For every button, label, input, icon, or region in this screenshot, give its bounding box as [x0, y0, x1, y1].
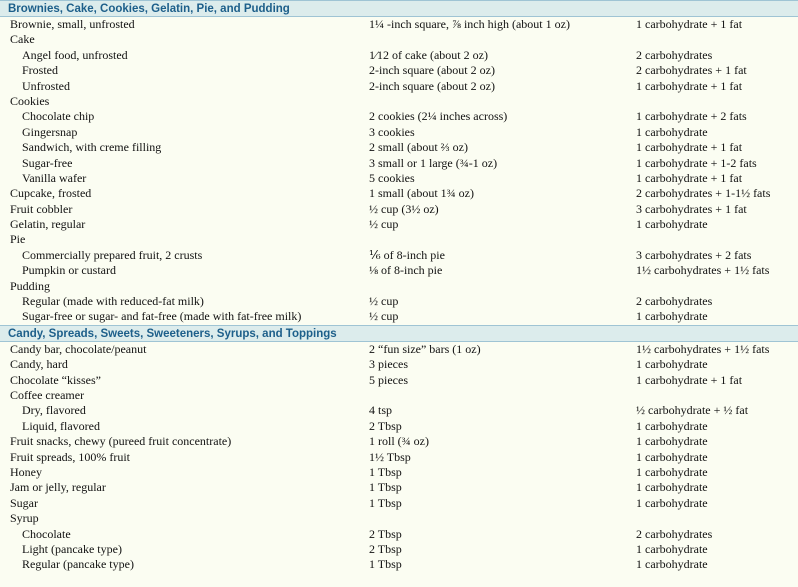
- food-name: Sandwich, with creme filling: [22, 140, 162, 155]
- exchange-value: 1 carbohydrate + 1 fat: [636, 170, 743, 185]
- serving-size: 5 pieces: [369, 372, 408, 387]
- table-row: [0, 434, 798, 449]
- exchange-value: ½ carbohydrate + ½ fat: [636, 403, 749, 418]
- food-name: Coffee creamer: [10, 387, 85, 402]
- food-name: Vanilla wafer: [22, 170, 87, 185]
- serving-size: ½ cup: [369, 217, 399, 232]
- food-name: Light (pancake type): [22, 541, 122, 556]
- food-name: Cookies: [10, 93, 50, 108]
- exchange-value: 1 carbohydrate: [636, 357, 708, 372]
- table-row: [0, 419, 798, 434]
- food-name: Regular (pancake type): [22, 557, 134, 572]
- table-row: [0, 63, 798, 78]
- food-name: Pudding: [10, 278, 51, 293]
- food-name: Fruit spreads, 100% fruit: [10, 449, 130, 464]
- serving-size: ⅙ of 8-inch pie: [369, 247, 445, 262]
- serving-size: ½ cup: [369, 309, 399, 324]
- exchange-value: 1 carbohydrate + 1 fat: [636, 372, 743, 387]
- serving-size: ½ cup: [369, 294, 399, 309]
- exchange-value: 1 carbohydrate: [636, 449, 708, 464]
- serving-size: 3 small or 1 large (¾-1 oz): [369, 155, 498, 170]
- food-name: Brownie, small, unfrosted: [10, 17, 135, 31]
- table-row: [0, 202, 798, 217]
- exchange-value: 1 carbohydrate: [636, 124, 708, 139]
- table-row: [0, 557, 798, 572]
- exchange-value: 1 carbohydrate: [636, 480, 708, 495]
- table-row: [0, 294, 798, 309]
- table-row: [0, 450, 798, 465]
- serving-size: 2 cookies (2¼ inches across): [369, 109, 508, 124]
- food-name: Dry, flavored: [22, 403, 86, 418]
- food-name: Frosted: [22, 63, 58, 78]
- food-name: Pumpkin or custard: [22, 263, 116, 278]
- food-name: Gelatin, regular: [10, 217, 86, 232]
- exchange-value: 1 carbohydrate: [636, 557, 708, 572]
- table-row: [0, 248, 798, 263]
- food-name: Sugar: [10, 495, 38, 510]
- table-row: [0, 496, 798, 511]
- table-row: [0, 140, 798, 155]
- table-row: [0, 48, 798, 63]
- exchange-value: 2 carbohydrates: [636, 47, 713, 62]
- food-name: Chocolate: [22, 526, 71, 541]
- table-row: [0, 373, 798, 388]
- exchange-value: 1½ carbohydrates + 1½ fats: [636, 263, 770, 278]
- food-name: Jam or jelly, regular: [10, 480, 106, 495]
- food-name: Pie: [10, 232, 26, 247]
- serving-size: 1 roll (¾ oz): [369, 434, 429, 449]
- serving-size: 2 Tbsp: [369, 541, 402, 556]
- exchange-value: 1 carbohydrate: [636, 309, 708, 324]
- food-name: Cupcake, frosted: [10, 186, 92, 201]
- food-name: Sugar-free or sugar- and fat-free (made with fat-free milk): [22, 309, 302, 324]
- table-row: [0, 263, 798, 278]
- serving-size: 2 small (about ⅔ oz): [369, 140, 468, 155]
- serving-size: 5 cookies: [369, 170, 415, 185]
- food-name: Angel food, unfrosted: [22, 47, 128, 62]
- table-row: [0, 527, 798, 542]
- exchange-value: 1 carbohydrate + 1-2 fats: [636, 155, 757, 170]
- exchange-value: 1 carbohydrate: [636, 217, 708, 232]
- exchange-value: 1 carbohydrate: [636, 418, 708, 433]
- serving-size: 1 Tbsp: [369, 557, 402, 572]
- food-name: Candy, hard: [10, 357, 68, 372]
- table-row: [0, 156, 798, 171]
- section-header: Candy, Spreads, Sweets, Sweeteners, Syrups, and Toppings: [0, 325, 798, 342]
- exchange-value: 2 carbohydrates: [636, 294, 713, 309]
- serving-size: 2-inch square (about 2 oz): [369, 63, 495, 78]
- serving-size: 1 Tbsp: [369, 495, 402, 510]
- exchange-value: 2 carbohydrates + 1 fat: [636, 63, 747, 78]
- table-row: [0, 511, 798, 526]
- table-row: [0, 342, 798, 357]
- food-name: Sugar-free: [22, 155, 73, 170]
- serving-size: 2 Tbsp: [369, 526, 402, 541]
- serving-size: 3 pieces: [369, 357, 408, 372]
- table-row: [0, 217, 798, 232]
- table-row: [0, 465, 798, 480]
- table-row: [0, 171, 798, 186]
- exchange-value: 2 carbohydrates + 1-1½ fats: [636, 186, 771, 201]
- exchange-value: 1 carbohydrate: [636, 464, 708, 479]
- exchange-value: 1½ carbohydrates + 1½ fats: [636, 341, 770, 356]
- table-row: [0, 388, 798, 403]
- serving-size: 3 cookies: [369, 124, 415, 139]
- food-name: Fruit snacks, chewy (pureed fruit concentrate): [10, 434, 232, 449]
- food-name: Chocolate chip: [22, 109, 95, 124]
- table-row: [0, 17, 798, 32]
- food-name: Unfrosted: [22, 78, 70, 93]
- table-row: [0, 357, 798, 372]
- table-row: [0, 109, 798, 124]
- section-header: Brownies, Cake, Cookies, Gelatin, Pie, and Pudding: [0, 0, 798, 17]
- food-name: Honey: [10, 464, 42, 479]
- food-name: Candy bar, chocolate/peanut: [10, 341, 147, 356]
- serving-size: 1½ Tbsp: [369, 449, 411, 464]
- serving-size: ½ cup (3½ oz): [369, 201, 439, 216]
- food-name: Fruit cobbler: [10, 201, 73, 216]
- serving-size: 1 small (about 1¾ oz): [369, 186, 474, 201]
- table-row: [0, 542, 798, 557]
- exchange-value: 1 carbohydrate: [636, 495, 708, 510]
- exchange-value: 3 carbohydrates + 1 fat: [636, 201, 747, 216]
- exchange-value: 1 carbohydrate + 1 fat: [636, 140, 743, 155]
- food-name: Chocolate “kisses”: [10, 372, 101, 387]
- table-row: [0, 186, 798, 201]
- exchange-value: 1 carbohydrate: [636, 434, 708, 449]
- exchange-value: 1 carbohydrate + 1 fat: [636, 17, 743, 31]
- table-row: [0, 480, 798, 495]
- exchange-value: 1 carbohydrate: [636, 541, 708, 556]
- serving-size: 1 Tbsp: [369, 464, 402, 479]
- table-row: [0, 94, 798, 109]
- table-row: [0, 232, 798, 247]
- exchange-value: 1 carbohydrate + 1 fat: [636, 78, 743, 93]
- exchange-value: 1 carbohydrate + 2 fats: [636, 109, 747, 124]
- serving-size: ⅛ of 8-inch pie: [369, 263, 443, 278]
- serving-size: 1⁄12 of cake (about 2 oz): [369, 47, 488, 62]
- food-name: Gingersnap: [22, 124, 78, 139]
- table-row: [0, 79, 798, 94]
- serving-size: 2 “fun size” bars (1 oz): [369, 341, 481, 356]
- exchange-value: 3 carbohydrates + 2 fats: [636, 247, 752, 262]
- food-name: Syrup: [10, 511, 39, 526]
- table-row: [0, 403, 798, 418]
- table-row: [0, 279, 798, 294]
- serving-size: 4 tsp: [369, 403, 393, 418]
- serving-size: 1 Tbsp: [369, 480, 402, 495]
- food-name: Commercially prepared fruit, 2 crusts: [22, 247, 203, 262]
- exchange-value: 2 carbohydrates: [636, 526, 713, 541]
- food-name: Regular (made with reduced-fat milk): [22, 294, 204, 309]
- serving-size: 1¼ -inch square, ⅞ inch high (about 1 oz): [369, 17, 570, 31]
- serving-size: 2-inch square (about 2 oz): [369, 78, 495, 93]
- serving-size: 2 Tbsp: [369, 418, 402, 433]
- table-row: [0, 32, 798, 47]
- table-row: [0, 309, 798, 324]
- food-name: Liquid, flavored: [22, 418, 100, 433]
- table-row: [0, 125, 798, 140]
- food-name: Cake: [10, 32, 35, 47]
